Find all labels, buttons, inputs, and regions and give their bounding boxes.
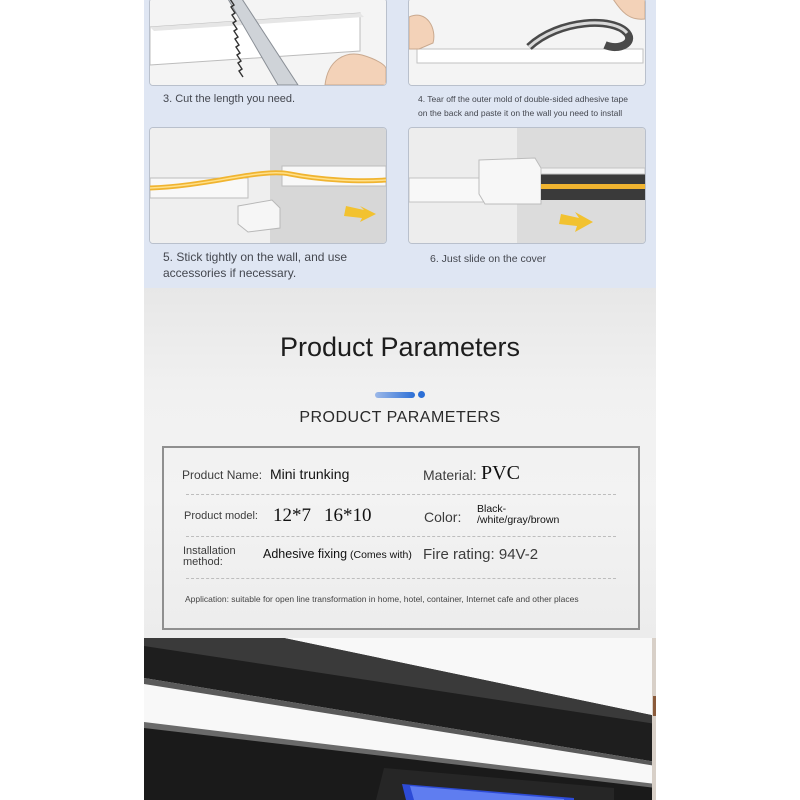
saw-cutting-illustration [150,0,386,85]
color-label: Color: [424,509,462,525]
product-name-value: Mini trunking [270,466,350,482]
product-photo [144,638,656,800]
product-model-value-16x10: 16*10 [324,505,372,526]
product-parameters-section [144,288,656,638]
row-divider [186,536,616,537]
fire-rating: Fire rating: 94V-2 [423,546,539,563]
product-model-label: Product model: [184,510,258,522]
color-value-line2: /white/gray/brown [477,514,560,526]
parameters-table [162,446,640,630]
application-text: Application: suitable for open line transformation in home, hotel, container, Internet cafe and other places [185,594,579,604]
product-name-label: Product Name: [182,468,263,482]
black-trunking-photo [144,638,656,800]
installation-label-line1: Installation [183,545,236,557]
step-5-caption: 5. Stick tightly on the wall, and use accessories if necessary. [163,250,348,280]
color-value-line1: Black- [477,503,507,515]
product-detail-page [144,0,656,800]
installation-note: (Comes with) [350,549,412,561]
step-3-caption: 3. Cut the length you need. [163,93,296,105]
parameters-title: Product Parameters [279,332,521,362]
step-3-image [149,0,387,86]
slide-on-cover-illustration [409,128,645,243]
decorative-blue-bar [375,392,415,398]
stick-on-wall-illustration [150,128,386,243]
material-label: Material: [423,467,477,483]
product-model-value-12x7: 12*7 [273,505,311,526]
step-6-image [408,127,646,244]
installation-value: Adhesive fixing [263,547,348,561]
installation-label-line2: method: [183,556,223,568]
installation-steps-section [144,0,656,288]
step-4-image [408,0,646,86]
material-value: PVC [481,462,520,484]
step-4-caption: 4. Tear off the outer mold of double-sided adhesive tape on the back and paste it on the wall you need to install [418,94,628,118]
step-5-image [149,127,387,244]
adhesive-tape-illustration [409,0,645,85]
decorative-blue-dot [418,391,425,398]
row-divider [186,578,616,579]
step-6-caption: 6. Just slide on the cover [430,253,547,265]
parameters-subtitle: PRODUCT PARAMETERS [299,409,501,426]
row-divider [186,494,616,495]
